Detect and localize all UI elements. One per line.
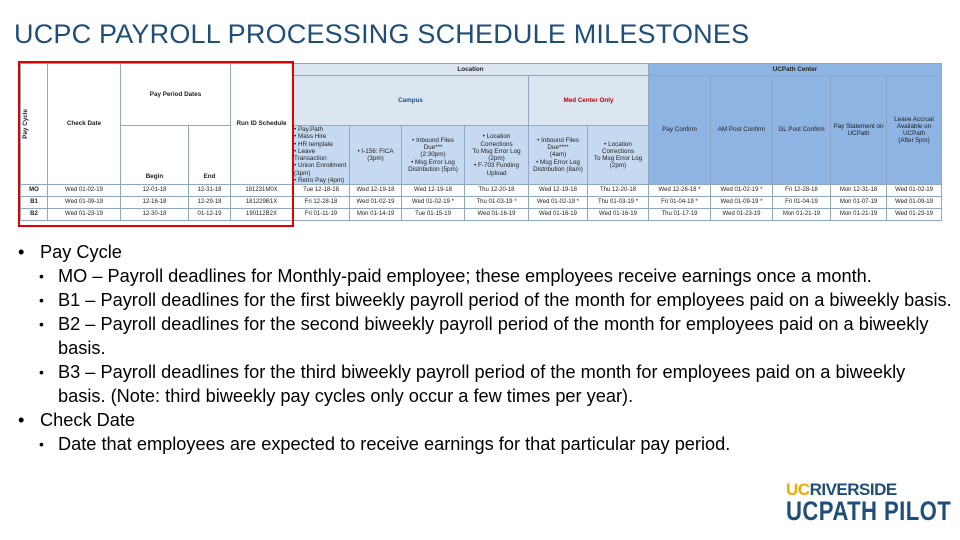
cell-i156: Mon 01-14-19	[350, 209, 402, 221]
cell-run-id: 181231M0X	[231, 185, 293, 197]
ucr-wordmark: UCRIVERSIDE	[786, 480, 897, 499]
cell-pay-confirm: Thu 01-17-19	[649, 209, 711, 221]
pay-confirm-header: Pay Confirm	[649, 76, 711, 185]
inbound-files-med-header: • Inbound Files Due**** (4am) • Msg Error Log Distribution (8am)	[529, 126, 588, 185]
cell-paypath: Fri 12-28-18	[293, 197, 350, 209]
cell-cycle: MO	[21, 185, 48, 197]
paypath-header: • Pay.Path • Mass Hire • HR template • Leave Transaction • Union Enrollment (3pm) • Retro Pay (4pm)	[293, 126, 350, 185]
cell-run-id: 181229B1X	[231, 197, 293, 209]
cell-leave-accrual: Wed 01-09-19	[887, 197, 942, 209]
bullet-list	[18, 240, 953, 456]
cell-pay-statement: Mon 12-31-18	[831, 185, 887, 197]
ucpath-center-header: UCPath Center	[649, 64, 942, 76]
pay-cycle-term: Pay Cycle	[40, 242, 122, 262]
list-item	[18, 288, 953, 312]
list-item	[18, 312, 953, 360]
end-header: End	[189, 126, 231, 185]
i156-header: • I-156: FICA (3pm)	[350, 126, 402, 185]
cell-paypath: Tue 12-18-18	[293, 185, 350, 197]
cell-leave-accrual: Wed 01-23-19	[887, 209, 942, 221]
cell-inbound: Wed 01-02-19 *	[402, 197, 465, 209]
bullet-icon: •	[18, 242, 25, 262]
cell-begin: 12-16-18	[121, 197, 189, 209]
bullet-icon: •	[39, 292, 44, 308]
cell-check-date: Wed 01-09-19	[48, 197, 121, 209]
cell-end: 01-12-19	[189, 209, 231, 221]
table-row	[21, 185, 942, 197]
cell-inbound-med: Wed 12-19-18	[529, 185, 588, 197]
check-date-header: Check Date	[48, 64, 121, 185]
cell-cycle: B2	[21, 209, 48, 221]
cell-leave-accrual: Wed 01-02-19	[887, 185, 942, 197]
mo-definition: MO – Payroll deadlines for Monthly-paid employee; these employees receive earnings once a month.	[58, 266, 872, 286]
inbound-files-header: • Inbound Files Due*** (2:30pm) • Msg Error Log Distribution (5pm)	[402, 126, 465, 185]
cell-pay-confirm: Fri 01-04-19 *	[649, 197, 711, 209]
cell-am-post: Wed 01-09-19 *	[711, 197, 773, 209]
cell-check-date: Wed 01-02-19	[48, 185, 121, 197]
pay-cycle-header: Pay Cycle	[21, 64, 48, 185]
list-item	[18, 240, 953, 264]
cell-inbound: Wed 12-19-18	[402, 185, 465, 197]
payroll-schedule-table	[20, 63, 940, 228]
run-id-header: Run ID Schedule	[231, 64, 293, 185]
cell-location-med: Thu 12-20-18	[588, 185, 649, 197]
slide-title: UCPC PAYROLL PROCESSING SCHEDULE MILESTONES	[14, 19, 750, 49]
am-post-header: AM Post Confirm	[711, 76, 773, 185]
cell-inbound: Tue 01-15-19	[402, 209, 465, 221]
cell-location: Wed 01-16-19	[465, 209, 529, 221]
pay-statement-header: Pay Statement on UCPath	[831, 76, 887, 185]
cell-begin: 12-01-18	[121, 185, 189, 197]
cell-location: Thu 01-03-19 *	[465, 197, 529, 209]
list-item	[18, 408, 953, 432]
cell-pay-statement: Mon 01-21-19	[831, 209, 887, 221]
cell-gl-post: Fri 01-04-19	[773, 197, 831, 209]
cell-end: 12-29-18	[189, 197, 231, 209]
cell-check-date: Wed 01-23-19	[48, 209, 121, 221]
table-row	[21, 209, 942, 221]
ucpath-pilot-logo	[786, 474, 952, 530]
location-header: Location	[293, 64, 649, 76]
campus-header: Campus	[293, 76, 529, 126]
ucpath-pilot-wordmark: UCPATH PILOT	[786, 496, 952, 526]
med-center-header: Med Center Only	[529, 76, 649, 126]
cell-run-id: 190112B2X	[231, 209, 293, 221]
cell-gl-post: Fri 12-28-18	[773, 185, 831, 197]
bullet-icon: •	[39, 316, 44, 332]
cell-location-med: Thu 01-03-19 *	[588, 197, 649, 209]
bullet-icon: •	[39, 436, 44, 452]
gl-post-header: GL Post Confirm	[773, 76, 831, 185]
bullet-icon: •	[39, 268, 44, 284]
cell-pay-confirm: Wed 12-26-18 *	[649, 185, 711, 197]
location-corrections-header: • Location Corrections To Msg Error Log (2pm) • F-703 Funding Upload	[465, 126, 529, 185]
pay-period-dates-header: Pay Period Dates	[121, 64, 231, 126]
cell-gl-post: Mon 01-21-19	[773, 209, 831, 221]
cell-am-post: Wed 01-23-19	[711, 209, 773, 221]
bullet-icon: •	[18, 410, 25, 430]
check-date-term: Check Date	[40, 410, 136, 430]
list-item	[18, 264, 953, 288]
begin-header: Begin	[121, 126, 189, 185]
cell-i156: Wed 12-19-18	[350, 185, 402, 197]
cell-begin: 12-30-18	[121, 209, 189, 221]
cell-am-post: Wed 01-02-19 *	[711, 185, 773, 197]
cell-paypath: Fri 01-11-19	[293, 209, 350, 221]
b1-definition: B1 – Payroll deadlines for the first biweekly payroll period of the month for employees paid on a biweekly basis.	[58, 290, 952, 310]
check-date-definition: Date that employees are expected to receive earnings for that particular pay period.	[58, 434, 731, 454]
b2-definition: B2 – Payroll deadlines for the second biweekly payroll period of the month for employees paid on a biweekly basis.	[58, 314, 929, 358]
cell-inbound-med: Wed 01-02-19 *	[529, 197, 588, 209]
cell-end: 12-31-18	[189, 185, 231, 197]
bullet-icon: •	[39, 364, 44, 380]
table-row	[21, 197, 942, 209]
cell-location: Thu 12-20-18	[465, 185, 529, 197]
cell-location-med: Wed 01-16-19	[588, 209, 649, 221]
location-corrections-med-header: • Location Corrections To Msg Error Log (2pm)	[588, 126, 649, 185]
list-item	[18, 360, 953, 408]
cell-i156: Wed 01-02-19	[350, 197, 402, 209]
leave-accrual-header: Leave Accrual Available on UCPath (After 5pm)	[887, 76, 942, 185]
cell-pay-statement: Mon 01-07-19	[831, 197, 887, 209]
b3-definition: B3 – Payroll deadlines for the third biweekly payroll period of the month for employees paid on a biweekly basis. (Note: third biweekly pay cycles only occur a few times per year).	[58, 362, 906, 406]
list-item	[18, 432, 953, 456]
cell-cycle: B1	[21, 197, 48, 209]
cell-inbound-med: Wed 01-16-19	[529, 209, 588, 221]
